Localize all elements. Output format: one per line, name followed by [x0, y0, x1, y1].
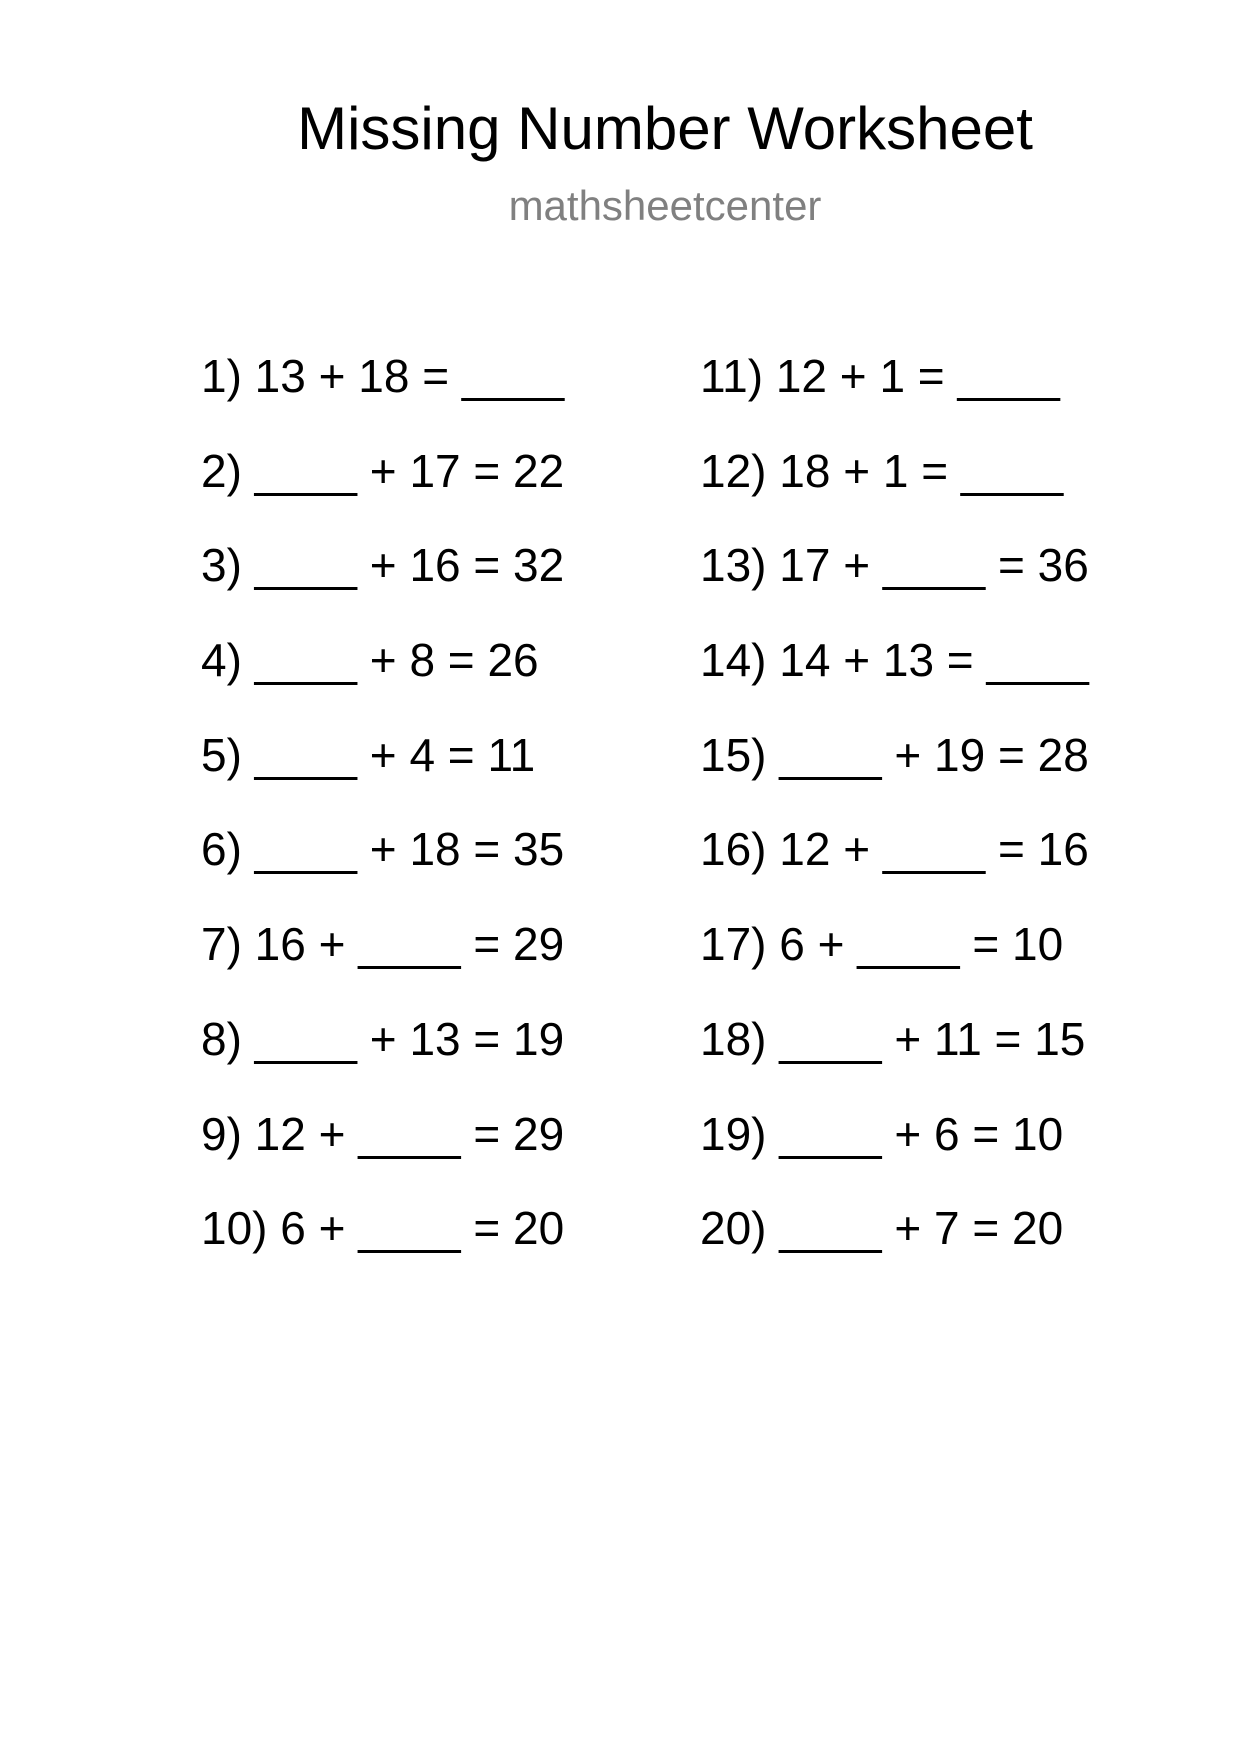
- problem-10: 10) 6 + ____ = 20: [201, 1202, 565, 1254]
- problem-20: 20) ____ + 7 = 20: [700, 1202, 1064, 1254]
- problem-5: 5) ____ + 4 = 11: [201, 729, 536, 781]
- problem-2: 2) ____ + 17 = 22: [201, 445, 565, 497]
- problem-13: 13) 17 + ____ = 36: [700, 539, 1089, 591]
- problem-3: 3) ____ + 16 = 32: [201, 539, 565, 591]
- problem-11: 11) 12 + 1 = ____: [700, 350, 1060, 402]
- problem-8: 8) ____ + 13 = 19: [201, 1013, 565, 1065]
- problem-18: 18) ____ + 11 = 15: [700, 1013, 1086, 1065]
- problem-19: 19) ____ + 6 = 10: [700, 1108, 1064, 1160]
- problem-9: 9) 12 + ____ = 29: [201, 1108, 565, 1160]
- problem-1: 1) 13 + 18 = ____: [201, 350, 565, 402]
- page-subtitle: mathsheetcenter: [508, 182, 822, 229]
- problem-7: 7) 16 + ____ = 29: [201, 918, 565, 970]
- problem-14: 14) 14 + 13 = ____: [700, 634, 1089, 686]
- page-title: Missing Number Worksheet: [297, 95, 1033, 162]
- problem-16: 16) 12 + ____ = 16: [700, 823, 1089, 875]
- problem-15: 15) ____ + 19 = 28: [700, 729, 1089, 781]
- problem-4: 4) ____ + 8 = 26: [201, 634, 539, 686]
- problem-6: 6) ____ + 18 = 35: [201, 823, 565, 875]
- problem-12: 12) 18 + 1 = ____: [700, 445, 1064, 497]
- problem-17: 17) 6 + ____ = 10: [700, 918, 1064, 970]
